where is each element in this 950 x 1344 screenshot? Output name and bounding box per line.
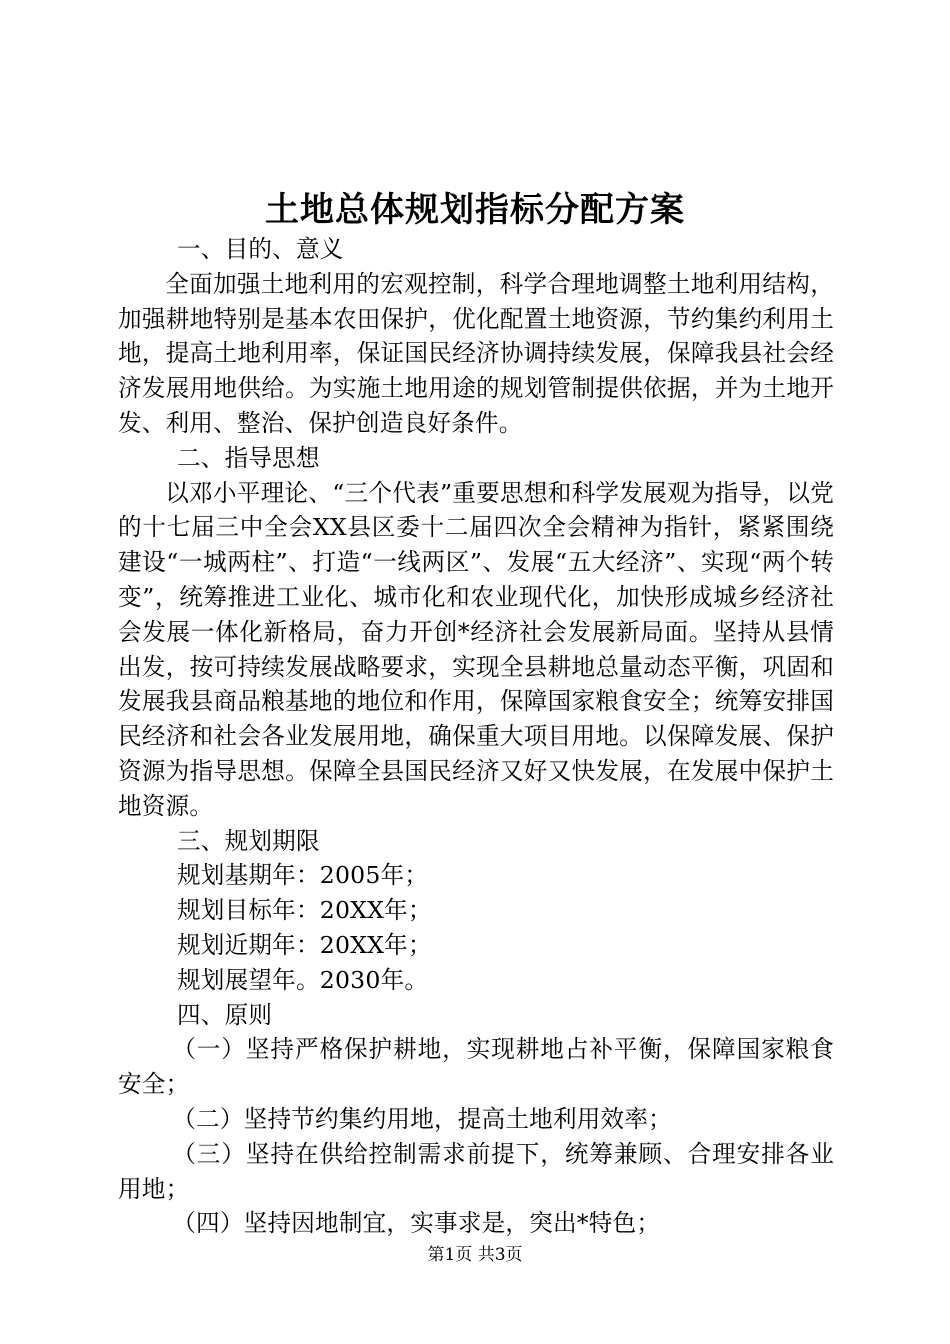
list-item: 规划展望年。2030年。 bbox=[177, 965, 429, 994]
list-item: 规划近期年：20XX年； bbox=[177, 930, 432, 959]
section-heading: 一、目的、意义 bbox=[177, 235, 344, 263]
principle-item: （二）坚持节约集约用地，提高土地利用效率； bbox=[172, 1104, 672, 1133]
page-footer: 第1页 共3页 bbox=[427, 1245, 523, 1265]
section-heading: 四、原则 bbox=[177, 1000, 273, 1029]
document-body bbox=[118, 232, 834, 1241]
section-heading: 二、指导思想 bbox=[177, 443, 320, 472]
document-title: 土地总体规划指标分配方案 bbox=[265, 190, 685, 230]
paragraph: 全面加强土地利用的宏观控制，科学合理地调整土地利用结构，加强耕地特别是基本农田保护，优化配置土地资源，节约集约利用土地，提高土地利用率，保证国民经济协调持续发展，保障我县社会经济发展用地供给。为实施土地用途的规划管制提供依据，并为土地开发、利用、整治、保护创造良好条件。 bbox=[118, 269, 834, 437]
paragraph: 以邓小平理论、“三个代表”重要思想和科学发展观为指导，以党的十七届三中全会XX县区委十二届四次全会精神为指针，紧紧围绕建设“一城两柱”、打造“一线两区”、发展“五大经济”、实现“两个转变”，统筹推进工业化、城市化和农业现代化，加快形成城乡经济社会发展一体化新格局，奋力开创*经济社会发展新局面。坚持从县情出发，按可持续发展战略要求，实现全县耕地总量动态平衡，巩固和发展我县商品粮基地的地位和作用，保障国家粮食安全；统筹安排国民经济和社会各业发展用地，确保重大项目用地。以保障发展、保护资源为指导思想。保障全县国民经济又好又快发展，在发展中保护土地资源。 bbox=[118, 478, 834, 820]
section-heading: 三、规划期限 bbox=[177, 826, 320, 855]
principle-item: （一）坚持严格保护耕地，实现耕地占补平衡，保障国家粮食安全； bbox=[118, 1035, 834, 1099]
principle-item: （三）坚持在供给控制需求前提下，统筹兼顾、合理安排各业用地； bbox=[118, 1139, 834, 1203]
list-item: 规划目标年：20XX年； bbox=[177, 896, 432, 925]
list-item: 规划基期年：2005年； bbox=[177, 861, 429, 890]
principle-item: （四）坚持因地制宜，实事求是，突出*特色； bbox=[172, 1209, 661, 1238]
